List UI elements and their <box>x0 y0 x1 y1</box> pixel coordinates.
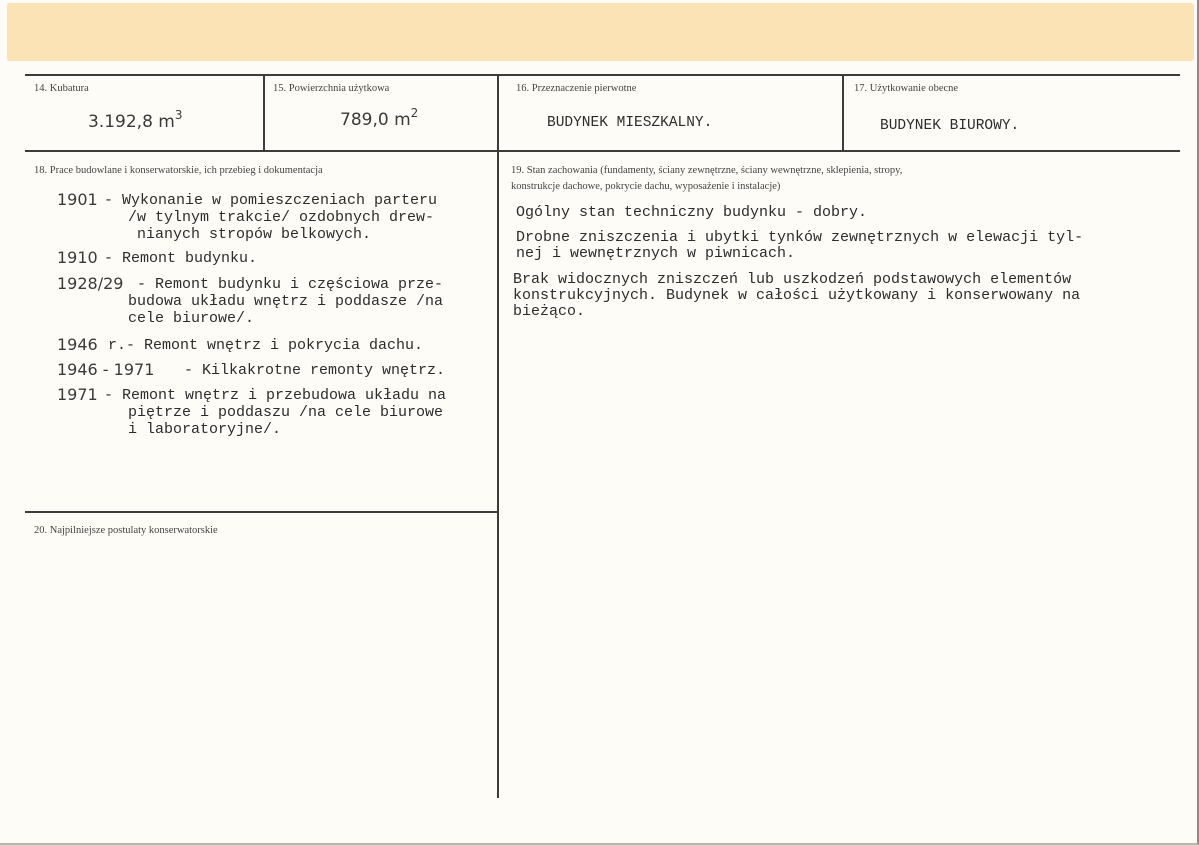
condition-paragraph-line: nej i wewnętrznych w piwnicach. <box>516 245 796 262</box>
condition-paragraph-line: bieżąco. <box>513 303 586 320</box>
field-18-label: 18. Prace budowlane i konserwatorskie, ich przebieg i dokumentacja <box>34 165 323 176</box>
field-19-label-cont: konstrukcje dachowe, pokrycie dachu, wyposażenie i instalacje) <box>511 181 781 192</box>
entry-year: 1946 <box>57 335 98 354</box>
condition-paragraph: Drobne zniszczenia i ubytki tynków zewnętrznych w elewacji tyl- <box>516 229 1084 246</box>
entry-line: budowa układu wnętrz i poddasze /na <box>128 293 444 310</box>
entry-line: - Wykonanie w pomieszczeniach parteru <box>95 192 438 209</box>
condition-paragraph: Brak widocznych zniszczeń lub uszkodzeń podstawowych elementów <box>513 271 1072 288</box>
rule-row1 <box>25 150 1180 152</box>
entry-line: nianych stropów belkowych. <box>128 226 372 243</box>
rule-col-14-15 <box>263 74 265 152</box>
entry-line: r.- Remont wnętrz i pokrycia dachu. <box>99 337 424 354</box>
rule-top <box>25 74 1180 76</box>
entry-year: 1910 <box>57 248 98 267</box>
rule-col-16-17 <box>842 74 844 152</box>
rule-col-main <box>497 74 499 798</box>
entry-year: 1946 - 1971 <box>57 360 155 379</box>
entry-line: /w tylnym trakcie/ ozdobnych drew- <box>128 209 435 226</box>
entry-line: - Remont budynku. <box>95 250 258 267</box>
field-17-value: BUDYNEK BIUROWY. <box>880 118 1020 134</box>
rule-18-20 <box>25 511 497 513</box>
condition-paragraph-line: konstrukcyjnych. Budynek w całości użytkowany i konserwowany na <box>513 287 1081 304</box>
field-17-label: 17. Użytkowanie obecne <box>854 83 959 94</box>
field-15-label: 15. Powierzchnia użytkowa <box>273 83 390 94</box>
field-15-value: 789,0 $m^2$ <box>340 106 419 130</box>
field-16-label: 16. Przeznaczenie pierwotne <box>516 83 637 94</box>
field-16-value: BUDYNEK MIESZKALNY. <box>547 115 713 131</box>
entry-line: cele biurowe/. <box>128 310 255 327</box>
condition-paragraph: Ogólny stan techniczny budynku - dobry. <box>516 204 868 221</box>
entry-line: i laboratoryjne/. <box>128 421 282 438</box>
entry-line: piętrze i poddaszu /na cele biurowe <box>128 404 444 421</box>
entry-year: 1928/29 <box>57 274 124 293</box>
card-top-tab <box>7 3 1194 61</box>
entry-line: - Kilkakrotne remonty wnętrz. <box>175 362 446 379</box>
field-14-label: 14. Kubatura <box>34 83 89 94</box>
field-14-value: 3.192,8 $m^3$ <box>88 108 183 132</box>
entry-year: 1971 <box>57 385 98 404</box>
field-19-label: 19. Stan zachowania (fundamenty, ściany zewnętrzne, ściany wewnętrzne, sklepienia, stropy, <box>511 165 903 176</box>
entry-line: - Remont budynku i częściowa prze- <box>128 276 444 293</box>
field-20-label: 20. Najpilniejsze postulaty konserwatorskie <box>34 525 218 536</box>
entry-year: 1901 <box>57 190 98 209</box>
entry-line: - Remont wnętrz i przebudowa układu na <box>95 387 447 404</box>
